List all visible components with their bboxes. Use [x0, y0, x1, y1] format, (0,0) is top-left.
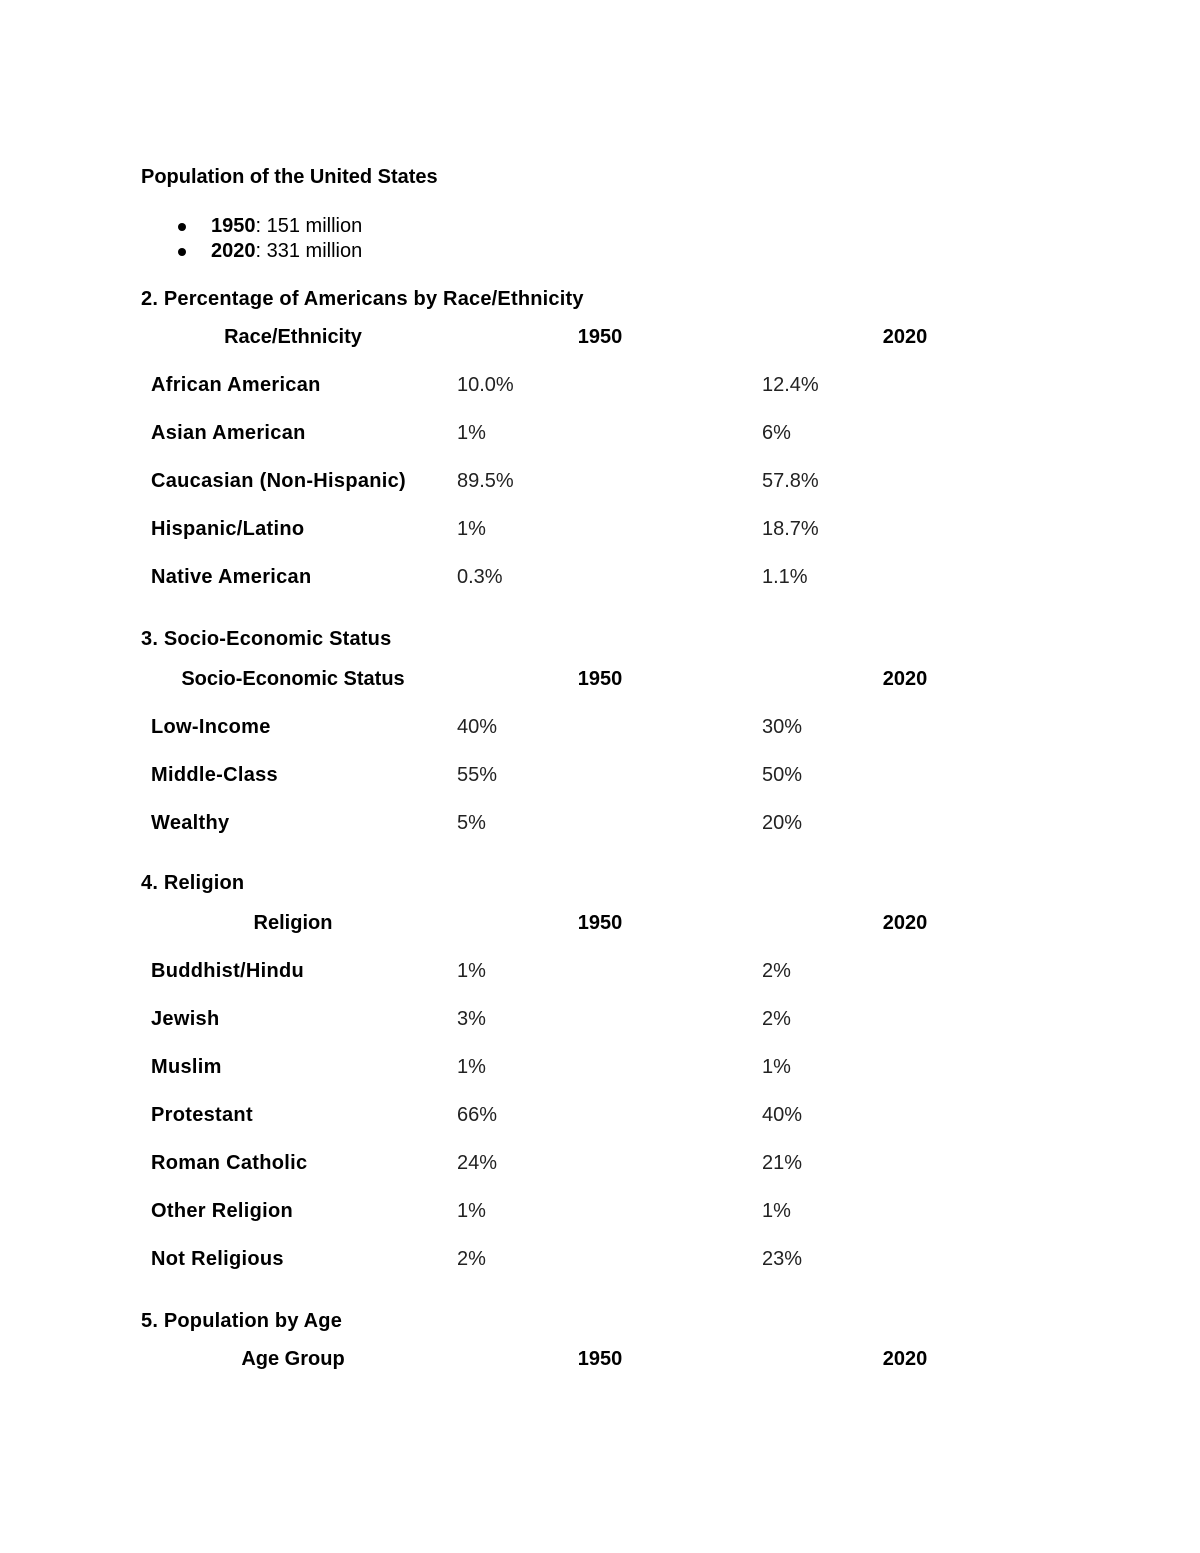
section-heading-race: 2. Percentage of Americans by Race/Ethnicity [141, 288, 584, 310]
table-cell-1950: 1% [457, 1200, 486, 1222]
table-row-label: Hispanic/Latino [151, 518, 305, 540]
column-header-2020: 2020 [882, 912, 928, 934]
column-header-label: Race/Ethnicity [224, 326, 362, 348]
column-header-2020: 2020 [882, 668, 928, 690]
column-header-1950: 1950 [577, 912, 623, 934]
table-row-label: Caucasian (Non-Hispanic) [151, 470, 407, 492]
table-cell-2020: 1% [762, 1200, 791, 1222]
table-row-label: Other Religion [151, 1200, 293, 1222]
table-cell-2020: 23% [762, 1248, 803, 1270]
population-year: 1950 [211, 215, 256, 237]
table-cell-1950: 1% [457, 960, 486, 982]
population-entry [211, 214, 362, 239]
table-cell-2020: 50% [762, 764, 803, 786]
table-cell-1950: 10.0% [457, 374, 514, 396]
table-cell-1950: 3% [457, 1008, 486, 1030]
bullet-icon [178, 223, 186, 231]
table-cell-1950: 1% [457, 422, 486, 444]
table-cell-1950: 1% [457, 518, 486, 540]
section-heading-ses: 3. Socio-Economic Status [141, 628, 392, 650]
document-title: Population of the United States [141, 166, 438, 188]
column-header-2020: 2020 [882, 326, 928, 348]
column-header-2020: 2020 [882, 1348, 928, 1370]
population-entry [211, 239, 362, 264]
section-heading-religion: 4. Religion [141, 872, 245, 894]
population-value: : 151 million [255, 215, 363, 237]
table-row-label: Protestant [151, 1104, 253, 1126]
table-row-label: Muslim [151, 1056, 222, 1078]
column-header-label: Socio-Economic Status [181, 668, 405, 690]
table-cell-1950: 5% [457, 812, 486, 834]
table-row-label: Native American [151, 566, 312, 588]
table-cell-2020: 2% [762, 960, 791, 982]
column-header-1950: 1950 [577, 326, 623, 348]
population-value: : 331 million [255, 240, 363, 262]
table-cell-2020: 21% [762, 1152, 803, 1174]
table-row-label: Jewish [151, 1008, 220, 1030]
table-cell-2020: 1% [762, 1056, 791, 1078]
table-row-label: Not Religious [151, 1248, 284, 1270]
section-heading-age: 5. Population by Age [141, 1310, 343, 1332]
table-row-label: Wealthy [151, 812, 230, 834]
table-row-label: African American [151, 374, 321, 396]
table-cell-1950: 55% [457, 764, 498, 786]
table-row-label: Roman Catholic [151, 1152, 308, 1174]
table-cell-1950: 66% [457, 1104, 498, 1126]
column-header-1950: 1950 [577, 1348, 623, 1370]
table-cell-2020: 40% [762, 1104, 803, 1126]
bullet-icon [178, 248, 186, 256]
table-cell-2020: 2% [762, 1008, 791, 1030]
table-row-label: Middle-Class [151, 764, 278, 786]
table-cell-1950: 40% [457, 716, 498, 738]
column-header-label: Religion [253, 912, 333, 934]
table-cell-2020: 18.7% [762, 518, 819, 540]
column-header-1950: 1950 [577, 668, 623, 690]
table-cell-2020: 20% [762, 812, 803, 834]
table-row-label: Asian American [151, 422, 306, 444]
column-header-label: Age Group [241, 1348, 345, 1370]
table-cell-1950: 0.3% [457, 566, 503, 588]
table-cell-2020: 12.4% [762, 374, 819, 396]
table-cell-2020: 57.8% [762, 470, 819, 492]
table-cell-2020: 6% [762, 422, 791, 444]
table-cell-2020: 30% [762, 716, 803, 738]
table-cell-1950: 89.5% [457, 470, 514, 492]
table-cell-1950: 2% [457, 1248, 486, 1270]
table-cell-1950: 24% [457, 1152, 498, 1174]
table-cell-1950: 1% [457, 1056, 486, 1078]
table-cell-2020: 1.1% [762, 566, 808, 588]
population-year: 2020 [211, 240, 256, 262]
table-row-label: Buddhist/Hindu [151, 960, 305, 982]
table-row-label: Low-Income [151, 716, 271, 738]
